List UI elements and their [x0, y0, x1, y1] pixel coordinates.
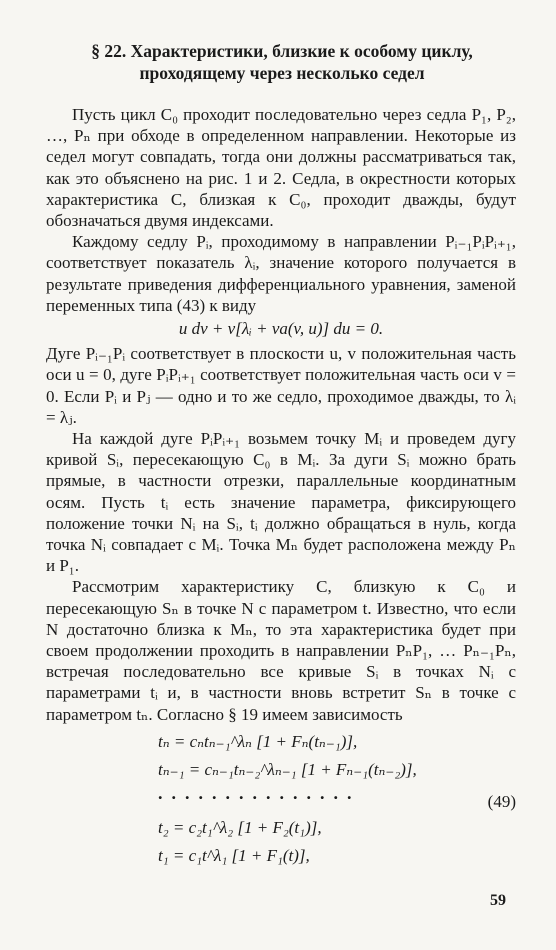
section-heading — [62, 40, 502, 84]
paragraph-2: Каждому седлу Pᵢ, проходимому в направлении Pᵢ₋₁PᵢPᵢ₊₁, соответствует показатель λᵢ, значение которого получается в результате приведения дифференциального уравнения, заменой переменных типа (43) к виду — [46, 232, 516, 315]
paragraph-1: Пусть цикл C₀ проходит последовательно через седла P₁, P₂, …, Pₙ при обходе в определенном направлении. Некоторые из седел могут совпадать, тогда они должны рассматриваться так, как это объяснено на рис. 1 и 2. Седла, в окрестности которых характеристика C, близкая к C₀, проходит дважды, будут обозначаться двумя индексами. — [46, 105, 516, 231]
body-text — [46, 104, 516, 881]
equation-system — [46, 731, 516, 881]
heading-line-2: проходящему через несколько седел — [139, 63, 425, 83]
system-line-4: t₂ = c₂t₁^λ₂ [1 + F₂(t₁)], — [158, 817, 322, 837]
heading-line-1: § 22. Характеристики, близкие к особому циклу, — [91, 41, 473, 61]
paragraph-3: Дуге Pᵢ₋₁Pᵢ соответствует в плоскости u, v положительная часть оси u = 0, дуге PᵢPᵢ₊₁ соответствует положительная часть оси v = 0. Если Pᵢ и Pⱼ — одно и то же седло, проходимое дважды, то λᵢ = λⱼ. — [46, 344, 516, 427]
system-line-2: tₙ₋₁ = cₙ₋₁tₙ₋₂^λₙ₋₁ [1 + Fₙ₋₁(tₙ₋₂)], — [158, 759, 417, 779]
system-line-5: t₁ = c₁t^λ₁ [1 + F₁(t)], — [158, 845, 310, 865]
page-number: 59 — [490, 892, 506, 909]
system-line-1: tₙ = cₙtₙ₋₁^λₙ [1 + Fₙ(tₙ₋₁)], — [158, 731, 358, 751]
equation-number: (49) — [487, 791, 516, 811]
paragraph-5: Рассмотрим характеристику C, близкую к C₀ и пересекающую Sₙ в точке N с параметром t. Известно, что если N достаточно близка к Mₙ, то эта характеристика будет при своем продолжении проходить в направлении PₙP₁, … Pₙ₋₁Pₙ, встречая последовательно все кривые Sᵢ в точках Nᵢ с параметрами tᵢ и, в частности вновь встретит Sₙ в точке с параметром tₙ. Согласно § 19 имеем зависимость — [46, 577, 516, 724]
paragraph-4: На каждой дуге PᵢPᵢ₊₁ возьмем точку Mᵢ и проведем дугу кривой Sᵢ, пересекающую C₀ в Mᵢ. За дуги Sᵢ можно брать прямые, в частности отрезки, параллельные координатным осям. Пусть tᵢ есть значение параметра, фиксирующего положение точки Nᵢ на Sᵢ, tᵢ должно обращаться в нуль, когда точка Nᵢ совпадает с Mᵢ. Точка Mₙ будет расположена между Pₙ и P₁. — [46, 429, 516, 576]
equation-1: u dv + v[λᵢ + va(v, u)] du = 0. — [178, 319, 384, 339]
system-dots: ............... — [158, 782, 361, 803]
